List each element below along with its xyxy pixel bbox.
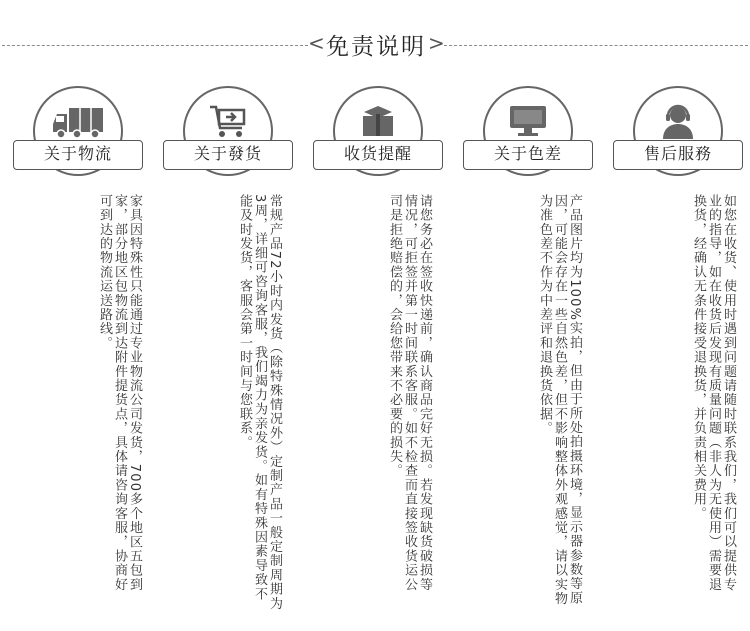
section-body: 产品图片均为100%实拍，但由于所处拍摄环境，显示器参数等原因，可能会存在一些自然色差，但不影响整体外观感觉，请以实物为准色差不作为中差评和退换货依据。 <box>537 194 582 606</box>
section-title: 关于色差 <box>463 140 593 170</box>
shopping-cart-icon <box>208 104 248 138</box>
icon-circle <box>633 86 723 176</box>
section-body: 家具因特殊性只能通过专业物流公司发货，700多个地区五包到家，部分地区包物流到达附件提货点，具体请咨询客服，协商好可到达的物流运送路线。 <box>97 194 142 592</box>
section-after-sales <box>600 0 750 631</box>
section-body: 请您务必在签收快递前，确认商品完好无损。若发现缺货破损等情况，可拒签并第一时间联系客服。如不检查而直接签收货运公司是拒绝赔偿的，会给您带来不必要的损失。 <box>387 194 432 592</box>
icon-circle <box>333 86 423 176</box>
section-receipt-reminder <box>300 0 450 631</box>
icon-circle <box>183 86 273 176</box>
icon-circle <box>33 86 123 176</box>
chevron-right-icon: > <box>428 31 445 55</box>
page-title: 免责说明 <box>326 34 426 60</box>
section-title: 关于發货 <box>163 140 293 170</box>
section-title: 售后服務 <box>613 140 743 170</box>
section-body: 常规产品72小时内发货（除特殊情况外）定制产品一般定制周期为3周，详细可咨询客服，我们竭力为亲发货。如有特殊因素导致不能及时发货，客服会第一时间与您联系。 <box>237 194 282 611</box>
delivery-truck-icon <box>51 104 105 138</box>
section-logistics <box>0 0 150 631</box>
monitor-icon <box>508 104 548 138</box>
customer-service-icon <box>659 104 697 140</box>
section-body: 如您在收货、使用时遇到问题请随时联系我们，我们可以提供专业的指导，如在收货后发现有质量问题（非人为无使用）需要退换货，经确认无条件接受退换货，并负责相关费用。 <box>691 194 736 592</box>
section-color-difference <box>450 0 600 631</box>
icon-circle <box>483 86 573 176</box>
section-shipping <box>150 0 300 631</box>
package-box-icon <box>360 104 396 138</box>
chevron-left-icon: < <box>308 31 325 55</box>
section-title: 关于物流 <box>13 140 143 170</box>
section-title: 收货提醒 <box>313 140 443 170</box>
